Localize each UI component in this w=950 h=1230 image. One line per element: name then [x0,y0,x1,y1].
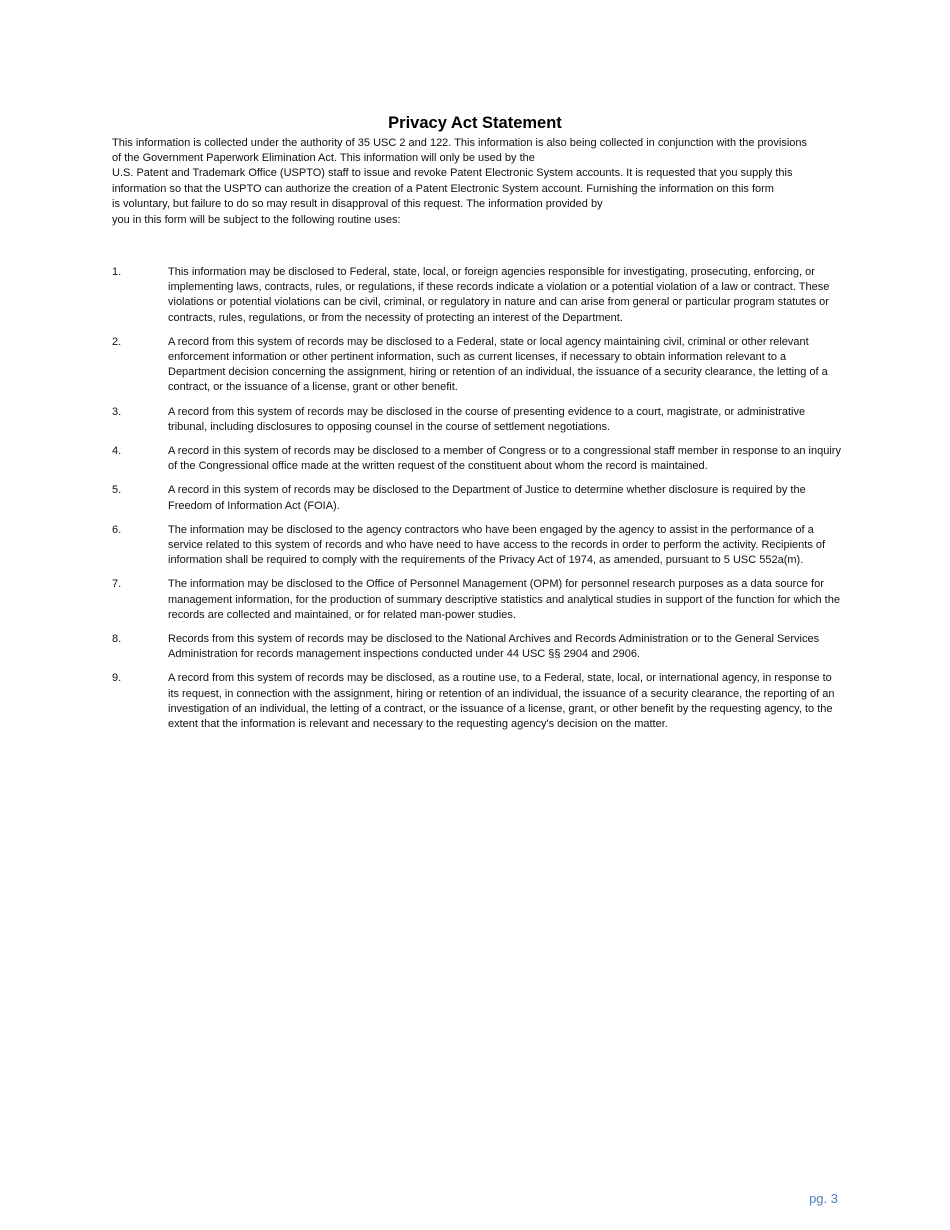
routine-use-item [112,265,842,326]
intro-paragraph [112,136,852,228]
routine-use-item [112,523,842,569]
routine-use-text: A record from this system of records may be disclosed, as a routine use, to a Federal, state, local, or international agency, in response to its request, in connection with the assignment, hiring or retention of an individual, the issuance of a security clearance, the reporting of an investigation of an individual, the letting of a contract, or the issuance of a license, grant, or other benefit by the requesting agency, to the extent that the information is relevant and necessary to the requesting agency's decision on the matter. [168,672,835,731]
routine-use-text: A record in this system of records may be disclosed to a member of Congress or to a congressional staff member in response to an inquiry of the Congressional office made at the written request of the constituent about whom the record is maintained. [168,445,841,473]
routine-use-number: 6. [112,523,122,536]
routine-use-number: 4. [112,445,122,458]
routine-use-item [112,577,842,623]
intro-line: information so that the USPTO can authorize the creation of a Patent Electronic System account. Furnishing the information on this form [112,182,774,195]
routine-use-item [112,632,842,662]
routine-use-number: 8. [112,633,122,646]
routine-use-text: A record from this system of records may be disclosed in the course of presenting evidence to a court, magistrate, or administrative tribunal, including disclosures to opposing counsel in the course of settlement negotiations. [168,405,806,433]
routine-use-number: 2. [112,335,122,348]
intro-line: U.S. Patent and Trademark Office (USPTO) staff to issue and revoke Patent Electronic System accounts. It is requested that you supply this [112,167,793,180]
routine-use-item [112,483,842,513]
routine-uses-list [112,265,842,741]
routine-use-number: 1. [112,266,122,278]
page-title: Privacy Act Statement [388,114,562,132]
intro-line: of the Government Paperwork Elimination Act. This information will only be used by the [112,152,535,165]
routine-use-text: The information may be disclosed to the agency contractors who have been engaged by the agency to assist in the performance of a service related to this system of records and who have need to have access to the records in order to perform the activity. Recipients of information shall be required to comply with the requirements of the Privacy Act of 1974, as amended, pursuant to 5 USC 552a(m). [168,523,826,567]
routine-use-item [112,444,842,474]
routine-use-text: The information may be disclosed to the Office of Personnel Management (OPM) for personnel research purposes as a data source for management information, for the production of summary descriptive statistics and analytical studies in support of the function for which the records are collected and maintained, or for related man-power studies. [168,578,840,621]
routine-use-item [112,405,842,435]
routine-use-item [112,671,842,732]
routine-use-text: A record from this system of records may be disclosed to a Federal, state or local agency maintaining civil, criminal or other relevant enforcement information or other pertinent information, such as current licenses, if necessary to obtain information relevant to a Department decision concerning the assignment, hiring or retention of an individual, the issuance of a security clearance, the letting of a contract, or the issuance of a license, grant or other benefit. [168,335,828,394]
routine-use-text: This information may be disclosed to Federal, state, local, or foreign agencies responsible for investigating, prosecuting, enforcing, or implementing laws, contracts, rules, or regulations, if these records indicate a violation or a potential violation of a law or contract. These violations or potential violations can be civil, criminal, or regulatory in nature and can arise from general or particular program statutes or contracts, rules, regulations, or from the necessity of protecting an interest of the Department. [168,266,830,324]
routine-use-text: A record in this system of records may be disclosed to the Department of Justice to determine whether disclosure is required by the Freedom of Information Act (FOIA). [168,484,806,512]
routine-use-number: 5. [112,484,122,497]
page-number: pg. 3 [809,1191,838,1206]
routine-use-item [112,335,842,396]
routine-use-number: 3. [112,405,122,418]
routine-use-number: 9. [112,672,122,685]
intro-line: This information is collected under the authority of 35 USC 2 and 122. This information is also being collected in conjunction with the provisions [112,137,808,149]
intro-line: is voluntary, but failure to do so may result in disapproval of this request. The information provided by [112,197,603,210]
intro-line: you in this form will be subject to the following routine uses: [112,214,401,227]
routine-use-text: Records from this system of records may be disclosed to the National Archives and Records Administration or to the General Services Administration for records management inspections conducted under 44 USC §§ 2904 and 2906. [168,633,820,661]
routine-use-number: 7. [112,578,122,591]
